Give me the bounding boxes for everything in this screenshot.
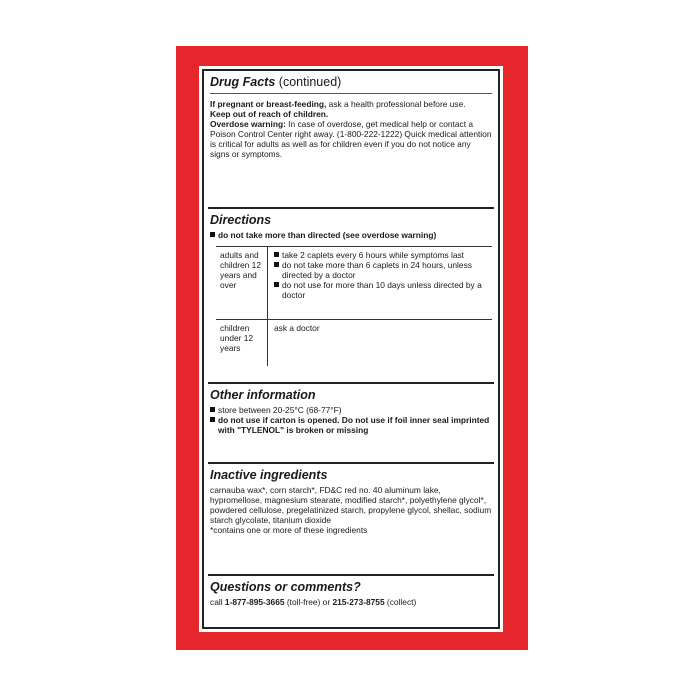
- overdose-warning: [210, 119, 492, 159]
- bullet-icon: [274, 252, 279, 257]
- drug-facts-heading: [210, 75, 492, 90]
- bullet-icon: [210, 417, 215, 422]
- pregnancy-warning-bold: If pregnant or breast-feeding,: [210, 99, 327, 109]
- directions-section: [208, 207, 494, 382]
- drug-facts-continued: (continued): [278, 75, 342, 89]
- questions-heading: [210, 580, 492, 595]
- dosage-item-text: do not use for more than 10 days unless directed by a doctor: [282, 280, 482, 300]
- inactive-ingredients-title: Inactive ingredients: [210, 468, 328, 482]
- inactive-ingredients-section: [208, 462, 494, 574]
- contact-line: [210, 597, 492, 607]
- contact-collect-label: (collect): [384, 597, 417, 607]
- overdose-warning-text: In case of overdose, get medical help or contact a Poison Control Center right away. (1-800-222-1222) Quick medical attention is critical for adults as well as for children even if you do not notice any signs or symptoms.: [210, 119, 492, 159]
- dosage-item-text: do not take more than 6 caplets in 24 hours, unless directed by a doctor: [282, 260, 472, 280]
- dosage-age-children: children under 12 years: [216, 320, 268, 366]
- phone-collect: 215-273-8755: [332, 597, 385, 607]
- other-information-section: [208, 382, 494, 462]
- directions-title: Directions: [210, 213, 272, 227]
- bullet-icon: [274, 282, 279, 287]
- directions-heading: [210, 213, 492, 228]
- dosage-table: [216, 246, 492, 366]
- pregnancy-warning-text: ask a health professional before use.: [326, 99, 466, 109]
- table-row: [216, 319, 492, 366]
- contact-call: call: [210, 597, 225, 607]
- drug-facts-panel: [199, 66, 503, 632]
- table-row: [216, 247, 492, 319]
- contact-tollfree-label: (toll-free) or: [284, 597, 333, 607]
- package-panel: [176, 46, 528, 650]
- other-information-heading: [210, 388, 492, 403]
- list-item: [210, 415, 492, 435]
- phone-tollfree: 1-877-895-3665: [224, 597, 285, 607]
- inactive-ingredients-text: carnauba wax*, corn starch*, FD&C red no. 40 aluminum lake, hypromellose, magnesium stearate, modified starch*, polyethylene glycol*, powdered cellulose, pregelatinized starch, propylene glycol, shellac, sodium starch glycolate, titanium dioxide: [210, 485, 492, 525]
- storage-text: store between 20-25°C (68-77°F): [218, 405, 342, 415]
- bullet-icon: [210, 232, 215, 237]
- dosage-instructions-children: ask a doctor: [274, 323, 320, 333]
- directions-warning: [210, 230, 492, 240]
- list-item: [274, 260, 486, 280]
- drug-facts-section: [208, 71, 494, 207]
- drug-facts-title: Drug Facts: [210, 75, 276, 89]
- keep-out-warning: Keep out of reach of children.: [210, 109, 329, 119]
- pregnancy-warning: [210, 99, 492, 109]
- questions-section: [208, 574, 494, 611]
- other-information-title: Other information: [210, 388, 316, 402]
- drug-facts-label: [202, 69, 500, 629]
- directions-warning-text: do not take more than directed (see overdose warning): [218, 230, 437, 240]
- heading-rule: [210, 93, 492, 94]
- inactive-ingredients-heading: [210, 468, 492, 483]
- list-item: [274, 280, 486, 300]
- inactive-ingredients-note: *contains one or more of these ingredients: [210, 525, 368, 535]
- dosage-instructions-adults: [268, 247, 492, 319]
- bullet-icon: [210, 407, 215, 412]
- list-item: [274, 250, 486, 260]
- list-item: [210, 405, 492, 415]
- questions-title: Questions or comments?: [210, 580, 361, 594]
- seal-warning-text: do not use if carton is opened. Do not use if foil inner seal imprinted with "TYLENOL" is broken or missing: [218, 415, 490, 435]
- bullet-icon: [274, 262, 279, 267]
- dosage-item-text: take 2 caplets every 6 hours while symptoms last: [282, 250, 465, 260]
- overdose-warning-bold: Overdose warning:: [210, 119, 286, 129]
- dosage-age-adults: adults and children 12 years and over: [216, 247, 268, 319]
